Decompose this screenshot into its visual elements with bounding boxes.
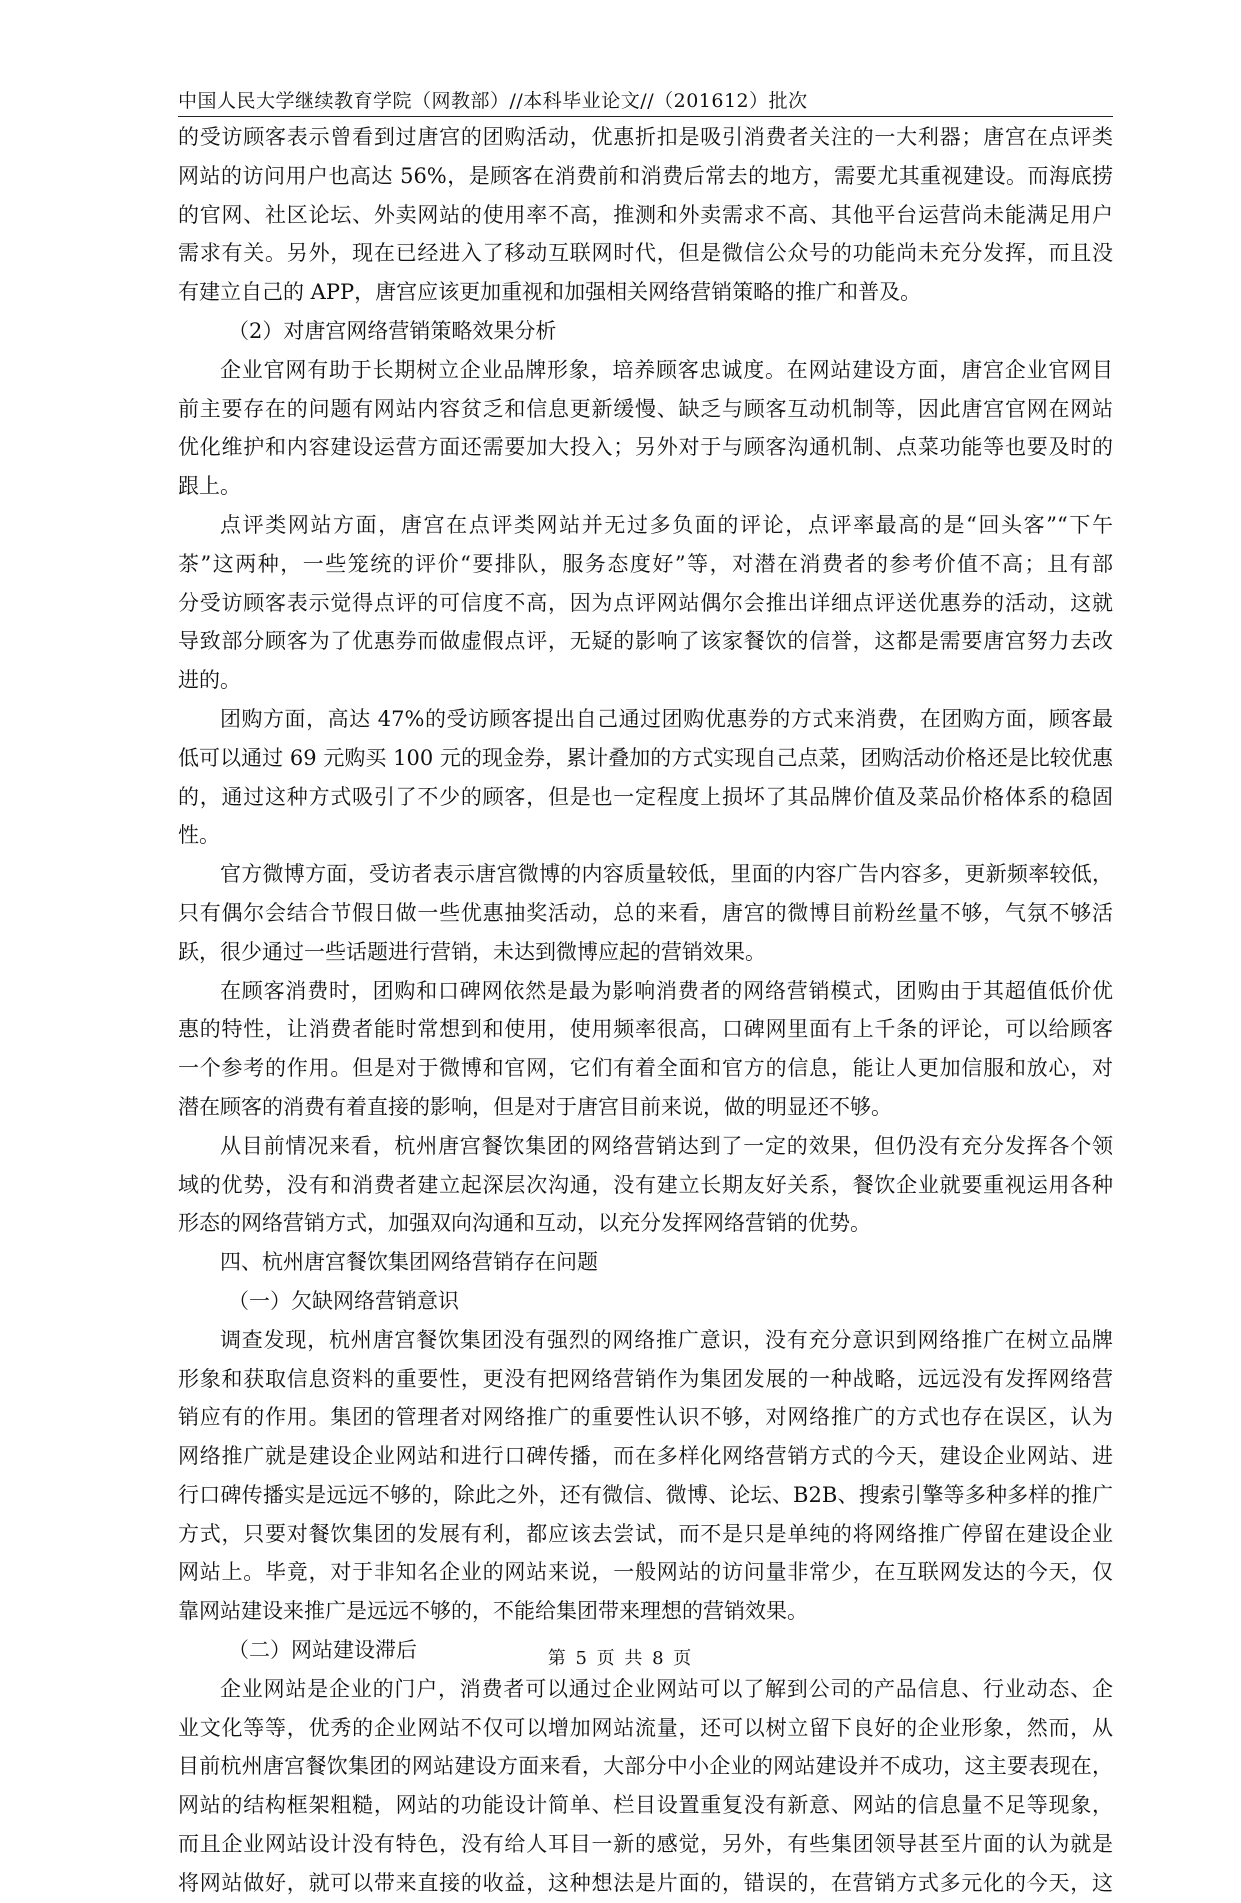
- text-line: 导致部分顾客为了优惠券而做虚假点评，无疑的影响了该家餐饮的信誉，这都是需要唐宫努力去改: [178, 629, 1113, 654]
- text-line: 跃，很少通过一些话题进行营销，未达到微博应起的营销效果。: [178, 939, 766, 964]
- text-line: 形象和获取信息资料的重要性，更没有把网络营销作为集团发展的一种战略，远远没有发挥网络营: [178, 1366, 1113, 1391]
- page-number: 第 5 页 共 8 页: [547, 1648, 694, 1669]
- text-line: 进的。: [178, 668, 241, 693]
- text-line: （一）欠缺网络营销意识: [228, 1288, 459, 1313]
- text-line: 优化维护和内容建设运营方面还需要加大投入；另外对于与顾客沟通机制、点菜功能等也要及时的: [178, 435, 1113, 460]
- text-line: 而且企业网站设计没有特色，没有给人耳目一新的感觉，另外，有些集团领导甚至片面的认为就是: [178, 1832, 1113, 1857]
- text-line: 的受访顾客表示曾看到过唐宫的团购活动，优惠折扣是吸引消费者关注的一大利器；唐宫在点评类: [178, 125, 1113, 149]
- text-line: 有建立自己的 APP，唐宫应该更加重视和加强相关网络营销策略的推广和普及。: [178, 280, 922, 305]
- text-line: 的，通过这种方式吸引了不少的顾客，但是也一定程度上损坏了其品牌价值及菜品价格体系的稳固: [178, 784, 1113, 809]
- text-line: 团购方面，高达 47%的受访顾客提出自己通过团购优惠券的方式来消费，在团购方面，顾客最: [220, 706, 1113, 731]
- text-line: 点评类网站方面，唐宫在点评类网站并无过多负面的评论，点评率最高的是“回头客”“下午: [220, 512, 1113, 537]
- text-line: 销应有的作用。集团的管理者对网络推广的重要性认识不够，对网络推广的方式也存在误区，认为: [178, 1405, 1113, 1430]
- text-line: （2）对唐宫网络营销策略效果分析: [228, 318, 557, 343]
- text-line: 在顾客消费时，团购和口碑网依然是最为影响消费者的网络营销模式，团购由于其超值低价优: [220, 978, 1113, 1003]
- text-line: 靠网站建设来推广是远远不够的，不能给集团带来理想的营销效果。: [178, 1599, 808, 1624]
- text-line: 形态的网络营销方式，加强双向沟通和互动，以充分发挥网络营销的优势。: [178, 1211, 871, 1236]
- text-line: 企业官网有助于长期树立企业品牌形象，培养顾客忠诚度。在网站建设方面，唐宫企业官网目: [220, 357, 1113, 382]
- text-line: 域的优势，没有和消费者建立起深层次沟通，没有建立长期友好关系，餐饮企业就要重视运用各种: [178, 1172, 1113, 1197]
- text-line: 行口碑传播实是远远不够的，除此之外，还有微信、微博、论坛、B2B、搜索引擎等多种多样的推广: [178, 1482, 1113, 1507]
- text-line: （二）网站建设滞后: [228, 1638, 417, 1663]
- text-line: 官方微博方面，受访者表示唐宫微博的内容质量较低，里面的内容广告内容多，更新频率较低，: [220, 862, 1113, 887]
- text-line: 潜在顾客的消费有着直接的影响，但是对于唐宫目前来说，做的明显还不够。: [178, 1094, 892, 1119]
- text-line: 分受访顾客表示觉得点评的可信度不高，因为点评网站偶尔会推出详细点评送优惠券的活动，这就: [178, 590, 1113, 615]
- text-line: 网站上。毕竟，对于非知名企业的网站来说，一般网站的访问量非常少，在互联网发达的今天，仅: [178, 1560, 1113, 1585]
- text-line: 性。: [178, 823, 220, 848]
- page-header: [178, 82, 1113, 117]
- text-line: 业文化等等，优秀的企业网站不仅可以增加网站流量，还可以树立留下良好的企业形象，然而，从: [178, 1715, 1113, 1740]
- text-line: 将网站做好，就可以带来直接的收益，这种想法是片面的，错误的，在营销方式多元化的今天，这: [178, 1870, 1113, 1895]
- text-line: 跟上。: [178, 474, 241, 499]
- text-line: 前主要存在的问题有网站内容贫乏和信息更新缓慢、缺乏与顾客互动机制等，因此唐宫官网在网站: [178, 396, 1113, 421]
- body-text: [178, 118, 1113, 1903]
- text-line: 四、杭州唐宫餐饮集团网络营销存在问题: [220, 1250, 598, 1275]
- text-line: 的官网、社区论坛、外卖网站的使用率不高，推测和外卖需求不高、其他平台运营尚未能满足用户: [178, 202, 1113, 227]
- text-line: 需求有关。另外，现在已经进入了移动互联网时代，但是微信公众号的功能尚未充分发挥，而且没: [178, 241, 1113, 266]
- text-line: 网站的访问用户也高达 56%，是顾客在消费前和消费后常去的地方，需要尤其重视建设。而海底捞: [178, 163, 1113, 188]
- header-text: 中国人民大学继续教育学院（网教部）//本科毕业论文//（201612）批次: [178, 90, 808, 112]
- text-line: 从目前情况来看，杭州唐宫餐饮集团的网络营销达到了一定的效果，但仍没有充分发挥各个领: [220, 1133, 1113, 1158]
- text-line: 目前杭州唐宫餐饮集团的网站建设方面来看，大部分中小企业的网站建设并不成功，这主要表现在，: [178, 1754, 1113, 1779]
- text-line: 惠的特性，让消费者能时常想到和使用，使用频率很高，口碑网里面有上千条的评论，可以给顾客: [178, 1017, 1113, 1042]
- text-line: 网络推广就是建设企业网站和进行口碑传播，而在多样化网络营销方式的今天，建设企业网站、进: [178, 1444, 1113, 1469]
- text-line: 低可以通过 69 元购买 100 元的现金券，累计叠加的方式实现自己点菜，团购活动价格还是比较优惠: [178, 745, 1113, 770]
- text-line: 调查发现，杭州唐宫餐饮集团没有强烈的网络推广意识，没有充分意识到网络推广在树立品牌: [220, 1327, 1113, 1352]
- text-line: 只有偶尔会结合节假日做一些优惠抽奖活动，总的来看，唐宫的微博目前粉丝量不够，气氛不够活: [178, 900, 1113, 925]
- text-line: 一个参考的作用。但是对于微博和官网，它们有着全面和官方的信息，能让人更加信服和放心，对: [178, 1056, 1113, 1081]
- text-line: 方式，只要对餐饮集团的发展有利，都应该去尝试，而不是只是单纯的将网络推广停留在建设企业: [178, 1521, 1113, 1546]
- text-line: 企业网站是企业的门户，消费者可以通过企业网站可以了解到公司的产品信息、行业动态、企: [220, 1676, 1113, 1701]
- text-line: 网站的结构框架粗糙，网站的功能设计简单、栏目设置重复没有新意、网站的信息量不足等现象，: [178, 1793, 1113, 1818]
- text-line: 茶”这两种，一些笼统的评价“要排队，服务态度好”等，对潜在消费者的参考价值不高；且有部: [178, 551, 1113, 576]
